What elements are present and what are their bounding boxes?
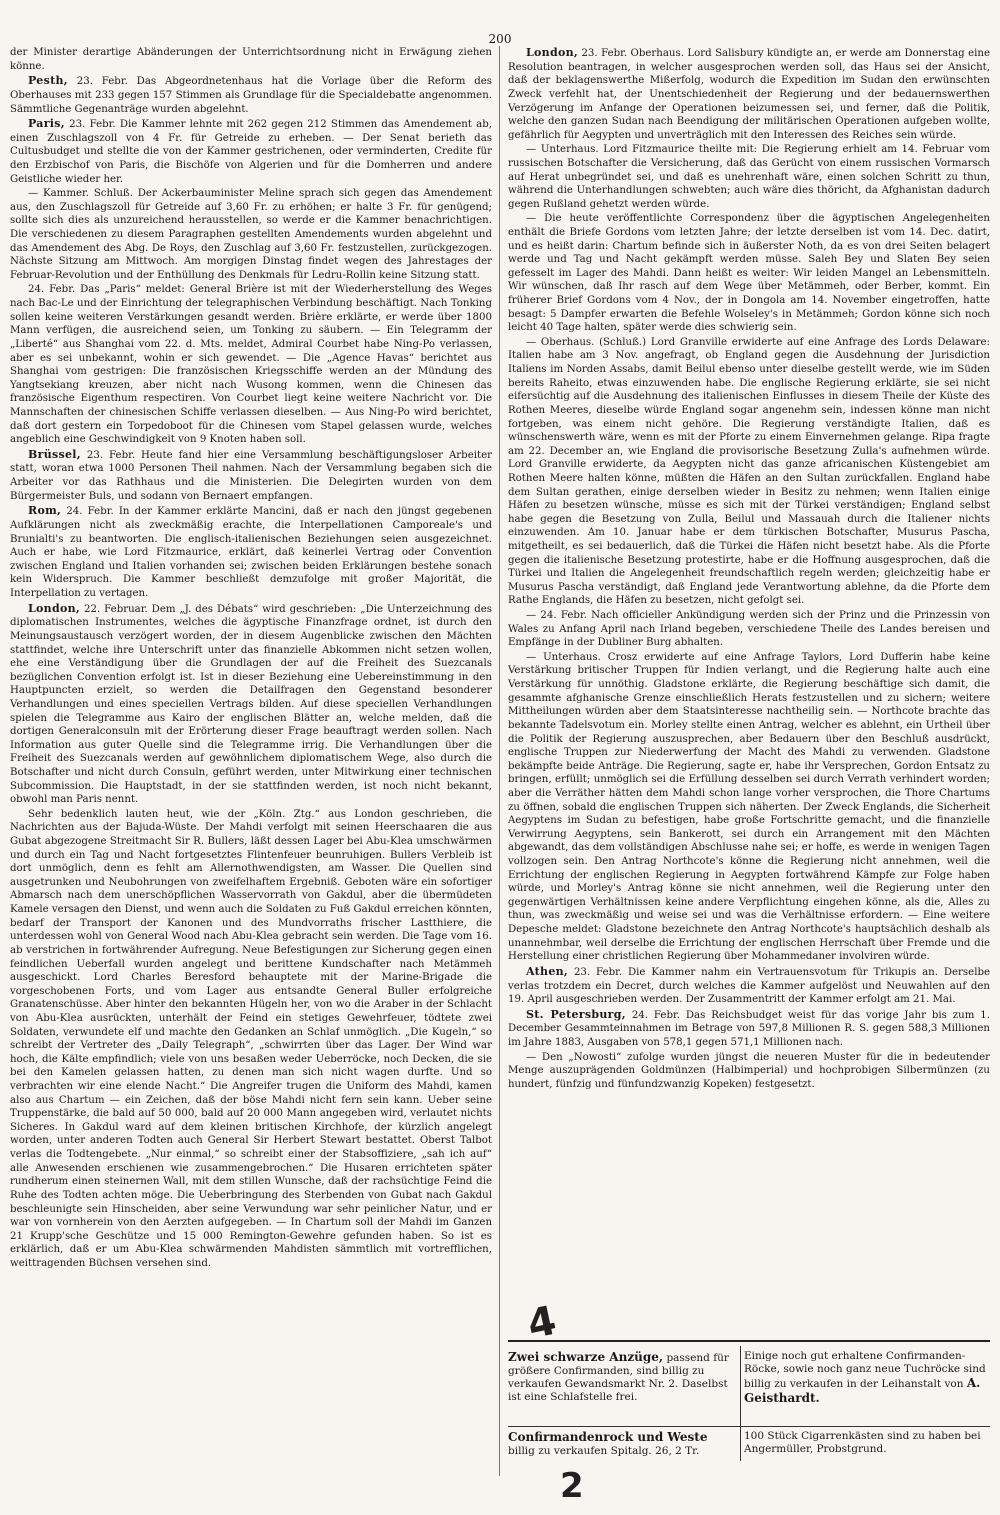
paragraph-text: — Unterhaus. Crosz erwiderte auf eine Anfrage Taylors, Lord Dufferin habe keine Verstärkung britischer Truppen für Indien verlangt, und die Regierung halte auch eine Verstärkung für unnöthig. Gladstone erklärte, die Regierung beschäftige sich damit, die gesammte afghanische Grenze einschließlich Herats festzustellen und zu sichern; weitere Mittheilungen würden aber dem Staatsinteresse nachtheilig sein. — Northcote brachte das bekannte Tadelsvotum ein. Morley stellte einen Antrag, welcher es ablehnt, ein Urtheil über die Politik der Regierung auszusprechen, aber Bedauern über den Beschluß ausdrückt, englische Truppen zur Niederwerfung der Macht des Mahdi zu verwenden. Gladstone bekämpfte beide Anträge. Die Regierung, sagte er, habe ihr Versprechen, Gordon Entsatz zu bringen, erfüllt; unmöglich sei die Erfüllung desselben sei durch Verrath verhindert worden; aber die Verräther hätten dem Mahdi schon lange vorher versprochen, die Thore Chartums zu öffnen, sobald die englischen Truppen sich näherten. Der Zweck Englands, die Sicherheit Aegyptens im Sudan zu befestigen, habe große Fortschritte gemacht, und die finanzielle Verwirrung Aegyptens, sein Bankerott, sei durch ein Arrangement mit den Mächten abgewandt, das dem vollständigen Abschlusse nahe sei; er hoffe, es werde in wenigen Tagen vollzogen sein. Den Antrag Northcote's könne die Regierung nicht annehmen, weil die Errichtung der englischen Regierung in Aegypten fortwährend Kämpfe zur Folge haben würde, und Morley's Antrag könne sie nicht annehmen, weil die Regierung unter den gegenwärtigen Verhältnissen keine andere Verpflichtung eingehen könne, als die, Alles zu thun, was zweckmäßig und weise sei und was die Verhältnisse erfordern. — Eine weitere Depesche meldet: Gladstone bezeichnete den Antrag Northcote's hauptsächlich deshalb als unannehmbar, weil derselbe die Errichtung der englischen Herrschaft über Fremde und die Herstellung einer christlichen Regierung über Mohammedaner involviren würde. — [508, 651, 990, 963]
dateline: St. Petersburg, — [526, 1007, 626, 1021]
paragraph-text: Sehr bedenklich lauten heut, wie der „Köln. Ztg.“ aus London geschrieben, die Nachrichten aus der Bajuda-Wüste. Der Mahdi verfolgt mit seinen Heerschaaren die aus Gubat abgezogene Streitmacht Sir R. Bullers, läßt dessen Lager bei Abu-Klea umschwärmen und durch ein Tag und Nacht fortgesetztes Flintenfeuer beunruhigen. Bullers Verbleib ist dort unmöglich, denn es fehlt am Allernothwendigsten, am Wasser. Die Quellen sind ausgetrunken und Neubohrungen von zweifelhaftem Ergebniß. Geboten wäre ein sofortiger Abmarsch nach dem unerschöpflichen Wasservorrath von Gakdul, aber die übermüdeten Kamele versagen den Dienst, und wenn auch die Soldaten zu Fuß Gakdul erreichen könnten, bedarf der Transport der Kanonen und des Mundvorraths frischer Lastthiere, die unterdessen wohl von General Wood nach Abu-Klea gebracht sein werden. Die Tage vom 16. ab verstrichen in fortwährender Aufregung. Neue Befestigungen zur Sicherung gegen einen feindlichen Ueberfall wurden angelegt und berittene Kundschafter nach Metämmeh ausgeschickt. Lord Charles Beresford behauptete mit der Marine-Brigade die vorgeschobenen Forts, und vom Lager aus entsandte General Buller erfolgreiche Granatenschüsse. Aber hinter den bekannten Hügeln her, von wo die Araber in der Schlacht von Abu-Klea ausrückten, unterhält der Feind ein stetiges Gewehrfeuer, tödtete zwei Soldaten, verwundete elf und machte den Gedanken an Schlaf unmöglich. „Die Kugeln,“ so schreibt der Vertreter des „Daily Telegraph“, „schwirrten über das Lager. Der Wind war hoch, die Kälte empfindlich; viele von uns besaßen weder Ueberröcke, noch Decken, die sie bei den Kamelen gelassen hatten, zu denen man sich nicht wagen durfte. Und so verbrachten wir eine elende Nacht.“ Die Angreifer trugen die Uniform des Mahdi, kamen also aus Chartum — ein Zeichen, daß der böse Mahdi nicht fern sein kann. Ueber seine Truppenstärke, die bald auf 50 000, bald auf 20 000 Mann angegeben wird, verlautet nichts Sicheres. In Gakdul ward auf dem kleinen britischen Kirchhofe, der kürzlich angelegt worden, unter anderen Todten auch General Sir Herbert Stewart bestattet. Oberst Talbot verlas die Todtengebete. „Nur einmal,“ so schreibt einer der Stabsoffiziere, „sah ich auf“ alle Anwesenden erschienen wie zusammengebrochen.“ Die Husaren errichteten später rundherum einen steinernen Wall, mit dem stillen Wunsche, daß der rachsüchtige Feind die Ruhe des Todten achten möge. Die Ueberbringung des Sterbenden von Gubat nach Gakdul beschleunigte sein Hinscheiden, aber seine Verwundung war sehr peinlicher Natur, und er war von vornherein von den Aerzten aufgegeben. — In Chartum soll der Mahdi im Ganzen 21 Krupp'sche Geschütze und 15 000 Remington-Gewehre gefunden haben. So ist es erklärlich, daß er um Abu-Klea schwärmenden Mahdisten sämmtlich mit vortrefflichen, weittragenden Büchsen versehen sind. — [10, 808, 492, 1269]
article-paragraph — [508, 965, 990, 1007]
ad-coats-name: A. Geisthardt. — [744, 1376, 981, 1406]
article-paragraph — [10, 504, 492, 600]
handwritten-mark-top: 4 — [523, 1297, 561, 1349]
ad-confirmation-coats — [744, 1350, 990, 1407]
dateline: London, — [28, 601, 81, 615]
article-paragraph — [10, 283, 492, 446]
paragraph-text: 24. Febr. Das Reichsbudget weist für das vorige Jahr bis zum 1. December Gesammteinnahmen im Betrage von 597,8 Millionen R. S. gegen 588,3 Millionen im Jahre 1883, Ausgaben von 578,1 gegen 571,1 Millionen nach. — [508, 1009, 990, 1049]
ads-vertical-rule — [740, 1346, 741, 1461]
article-paragraph — [508, 651, 990, 964]
dateline: Paris, — [28, 117, 65, 131]
left-column — [10, 46, 492, 1476]
paragraph-text: 23. Febr. Das Abgeordnetenhaus hat die Vorlage über die Reform des Oberhauses mit 233 gegen 157 Stimmen als Grundlage für die Specialdebatte angenommen. Sämmtliche Gegenanträge wurden abgelehnt. — [10, 76, 492, 115]
ad-black-suits — [508, 1350, 736, 1405]
paragraph-text: 24. Febr. In der Kammer erklärte Mancini, daß er nach den jüngst gegebenen Aufklärungen nicht als zweckmäßig erachte, die Interpellationen Camporeale's und Brunialti's zu beantworten. Die englisch-italienischen Beziehungen seien ausgezeichnet. Auch er habe, wie Lord Fitzmaurice, erklärt, daß keinerlei Vertrag oder Convention zwischen England und Italien vorhanden sei; zwischen beiden Erklärungen bestehe sonach kein Widerspruch. Die Kammer beschließt demzufolge mit großer Majorität, die Interpellation zu vertagen. — [10, 506, 492, 600]
article-paragraph — [10, 808, 492, 1271]
paragraph-text: 23. Febr. Die Kammer nahm ein Vertrauensvotum für Trikupis an. Derselbe verlas trotzdem ein Decret, durch welches die Kammer aufgelöst und Neuwahlen auf den 19. April ausgeschrieben werden. Der Zusammentritt der Kammer erfolgt am 21. Mai. — [508, 966, 990, 1006]
article-paragraph — [10, 602, 492, 807]
column-divider — [499, 46, 500, 1476]
article-paragraph — [508, 1008, 990, 1050]
article-paragraph — [10, 74, 492, 116]
dateline: Athen, — [526, 964, 569, 978]
paragraph-text: — Den „Nowosti“ zufolge wurden jüngst die neueren Muster für die in bedeutender Menge auszuprägenden Goldmünzen (Halbimperial) und hochprobigen Silbermünzen (zu hundert, fünfzig und fünfundzwanzig Kopeken) festgesetzt. — [508, 1051, 990, 1090]
article-paragraph — [10, 448, 492, 504]
paragraph-text: — Kammer. Schluß. Der Ackerbauminister Meline sprach sich gegen das Amendement aus, den Zuschlagszoll für Getreide auf 3,60 Fr. zu erhöhen; er halte 3 Fr. für genügend; sollte sich dies als unzureichend herausstellen, so werde er die Kammer benachrichtigen. Die verschiedenen zu diesem Paragraphen gestellten Amendements wurden abgelehnt und das Amendement des Abg. De Roys, den Zuschlag auf 3,60 Fr. festzustellen, zurückgezogen. Nächste Sitzung am Mittwoch. Am morgigen Dinstag findet wegen des Jahrestages der Februar-Revolution und der Enthüllung des Denkmals für Ledru-Rollin keine Sitzung statt. — [10, 188, 492, 281]
dateline: Brüssel, — [28, 447, 81, 461]
ad-suits-title: Zwei schwarze Anzüge, — [508, 1350, 664, 1364]
article-paragraph — [508, 212, 990, 334]
paragraph-text: 24. Febr. Das „Paris“ meldet: General Brière ist mit der Wiederherstellung des Weges nach Bac-Le und der Einrichtung der telegraphischen Verbindung beschäftigt. Nach Tonking sollen keine weiteren Verstärkungen gesandt werden. Brière erklärte, er werde über 1800 Mann verfügen, die ausreichend seien, um Tonking zu säubern. — Ein Telegramm der „Liberté“ aus Shanghai vom 22. d. Mts. meldet, Admiral Courbet habe Ning-Po verlassen, aber es sei unbekannt, wohin er sich gewendet. — Die „Agence Havas“ berichtet aus Shanghai vom gestrigen: Die französischen Kriegsschiffe werden an der Mündung des Yangtsekiang kreuzen, aber nicht nach Wusong kommen, wenn die Chinesen das französische Eigenthum respectiren. Von Courbet liegt keine weitere Nachricht vor. Die Mannschaften der chinesischen Schiffe verlassen dieselben. — Aus Ning-Po wird berichtet, daß dort gestern ein Torpedoboot für die Chinesen vom Stapel gelassen wurde, welches angeblich eine Geschwindigkeit von 9 Knoten haben soll. — [10, 284, 492, 446]
paragraph-text: 23. Febr. Oberhaus. Lord Salisbury kündigte an, er werde am Donnerstag eine Resolution beantragen, in welcher ausgesprochen werden soll, das Haus sei der Ansicht, daß der beklagenswerthe Mißerfolg, wodurch die Expedition im Sudan den erwünschten Zweck verfehlt hat, der Unentschiedenheit der Regierung und der bedauernswerthen Verzögerung im Anfange der Operationen beizumessen sei, und ferner, daß die Politik, welche den ganzen Sudan nach Beendigung der militärischen Operationen aufgeben wollte, gefährlich für Aegypten und unverträglich mit den Interessen des Reiches sein würde. — [508, 48, 990, 141]
paragraph-text: der Minister derartige Abänderungen der Unterrichtsordnung nicht in Erwägung ziehen könne. — [10, 47, 492, 72]
ads-horizontal-rule — [508, 1426, 990, 1427]
article-paragraph — [508, 609, 990, 650]
article-paragraph — [10, 46, 492, 73]
ad-confirm-text: billig zu verkaufen Spitalg. 26, 2 Tr. — [508, 1445, 700, 1458]
article-paragraph — [508, 1051, 990, 1092]
paragraph-text: 23. Febr. Die Kammer lehnte mit 262 gegen 212 Stimmen das Amendement ab, einen Zuschlagszoll von 4 Fr. für Getreide zu erheben. — Der Senat berieth das Cultusbudget und stellte die von der Kammer gestrichenen, oder verminderten, Credite für den Erzbischof von Paris, die Bischöfe von Algerien und für die Domherren und andere Geistliche wieder her. — [10, 119, 492, 185]
page-number: 200 — [488, 32, 512, 46]
paragraph-text: 22. Februar. Dem „J. des Débats“ wird geschrieben: „Die Unterzeichnung des diplomatischen Instrumentes, welches die ägyptische Finanzfrage ordnet, ist durch den Meinungsaustausch verzögert worden, der in diesem Augenblicke zwischen den Mächten stattfindet, welche ihre Unterschrift unter das finanzielle Abkommen nicht setzen wollen, ehe eine Verständigung über die Grundlagen der auf die Freiheit des Suezcanals bezüglichen Convention erfolgt ist. Ist in dieser Beziehung eine Uebereinstimmung in den Hauptpuncten erzielt, so werden die Detailfragen den Gegenstand besonderer Verhandlungen und eines speciellen Vertrags bilden. Auf diese speciellen Verhandlungen spielen die Telegramme aus Kairo der englischen Blätter an, welche melden, daß die dortigen Generalconsuln mit der Erörterung dieser Frage beauftragt werden sollen. Nach Information aus guter Quelle sind die Telegramme irrig. Die Verhandlungen über die Freiheit des Suezcanals werden auf gewöhnlichem diplomatischem Wege, also durch die Botschafter und nicht durch Consuln, geführt werden, unter Mitwirkung einer technischen Subcommission. Die Hauptstadt, in der sie stattfinden werden, ist noch nicht bekannt, obwohl man Paris nennt. — [10, 603, 492, 806]
advertisements — [508, 1340, 990, 1462]
paragraph-text: — Die heute veröffentlichte Correspondenz über die ägyptischen Angelegenheiten enthält die Briefe Gordons vom letzten Jahre; der letzte derselben ist vom 14. Dec. datirt, und es heißt darin: Chartum befinde sich in äußerster Noth, da es von drei Seiten belagert werde und Tag und Nacht gekämpft werden müsse. Saleh Bey und Slaten Bey seien gefesselt im Lager des Mahdi. Dann heißt es weiter: Wir leiden Mangel an Lebensmitteln. Wir wünschen, daß Ihr rasch auf dem Wege über Metämmeh, oder Berber, kommt. Ein früherer Brief Gordons vom 4 Nov., der in Dongola am 14. November eingetroffen, hatte besagt: 5 Dampfer erwarten die Befehle Wolseley's in Metämmeh; Gordon könne sich noch leicht 40 Tage halten, später werde dies schwierig sein. — [508, 213, 990, 334]
article-paragraph — [508, 143, 990, 211]
dateline: London, — [526, 46, 579, 59]
ad-confirmation-suit — [508, 1430, 736, 1458]
article-paragraph — [508, 46, 990, 142]
article-paragraph — [10, 117, 492, 186]
paragraph-text: 23. Febr. Heute fand hier eine Versammlung beschäftigungsloser Arbeiter statt, woran etwa 1000 Personen Theil nahmen. Nach der Versammlung begaben sich die Arbeiter vor das Rathhaus und die Ministerien. Die Delegirten wurden von dem Bürgermeister Buls, und sodann von Bernaert empfangen. — [10, 449, 492, 502]
paragraph-text: — Unterhaus. Lord Fitzmaurice theilte mit: Die Regierung erhielt am 14. Februar vom russischen Botschafter die Versicherung, daß das Gerücht von einem russischen Vormarsch auf Herat unbegründet sei, und daß es unehrenhaft wäre, einen solchen Schritt zu thun, während die Unterhandlungen schwebten; auch wäre dies thöricht, da Afghanistan dadurch gegen Rußland gehetzt werden würde. — [508, 144, 990, 210]
article-paragraph — [508, 336, 990, 608]
ad-cigar-boxes — [744, 1430, 990, 1456]
ad-suits-text: passend für größere Confirmanden, sind billig zu verkaufen Gewandsmarkt Nr. 2. Daselbst ist eine Schlafstelle frei. — [508, 1352, 729, 1404]
ad-boxes-text: 100 Stück Cigarrenkästen sind zu haben bei Angermüller, Probstgrund. — [744, 1430, 981, 1456]
article-paragraph — [10, 187, 492, 282]
paragraph-text: — 24. Febr. Nach officieller Ankündigung werden sich der Prinz und die Prinzessin von Wales zu Anfang April nach Irland begeben, verschiedene Theile des Landes bereisen und Empfänge in der Dubliner Burg abhalten. — [508, 610, 990, 649]
ad-confirm-title: Confirmandenrock und Weste — [508, 1430, 708, 1444]
dateline: Rom, — [28, 504, 62, 518]
paragraph-text: — Oberhaus. (Schluß.) Lord Granville erwiderte auf eine Anfrage des Lords Delaware: Italien habe am 3 Nov. angefragt, ob England gegen die Ausdehnung der Jurisdiction Italiens im Norden Assabs, damit Beilul ebenso unter dieselbe gestellt werde, wie im Süden bereits Raheito, etwas einzuwenden habe. Die englische Regierung erklärte, sie sei nicht eifersüchtig auf die Ausdehnung des italienischen Einflusses in diesem Theile der Küste des Rothen Meeres, dieselbe würde England sogar angenehm sein, indessen könne man nicht fortgeben, was einem nicht gehöre. Die Regierung verständigte Italien, daß es wünschenswerth wäre, wenn es mit der Pforte zu einem Einvernehmen gelange. Ripa fragte am 22. December an, wie England die provisorische Besetzung Zulla's aufnehmen würde. Lord Granville erwiderte, da Aegypten nicht das ganze africanischen Küstengebiet am Rothen Meere halten könne, müßten die Häfen an den Sultan zurückfallen. England habe dem Sultan gerathen, einige derselben wieder in Besitz zu nehmen; wenn Italien einige Häfen zu besetzen wünsche, müsse es sich mit der Türkei verständigen; England selbst habe gegen die Besetzung von Zulla, Beilul und Massauah durch die Italiener nichts einzuwenden. Am 10. Januar habe er dem türkischen Botschafter, Musurus Pascha, mitgetheilt, es sei bedauerlich, daß die Türkei die Häfen nicht besetzt habe. Als die Pforte gegen die italienische Besetzung protestirte, habe er die Hoffnung ausgesprochen, daß die Türkei und Italien die Angelegenheit freundschaftlich regeln werden; gleichzeitig habe er Musurus Pascha verständigt, daß England jede Verantwortung ablehne, da die Pforte dem Rathe Englands, die Häfen zu besetzen, nicht gefolgt sei. — [508, 336, 990, 607]
handwritten-mark-bottom: 2 — [560, 1466, 584, 1506]
dateline: Pesth, — [28, 74, 68, 88]
ad-coats-text: Einige noch gut erhaltene Confirmanden-Röcke, sowie noch ganz neue Tuchröcke sind billig zu verkaufen in der Leihanstalt von — [744, 1350, 986, 1391]
right-column — [508, 46, 990, 1331]
